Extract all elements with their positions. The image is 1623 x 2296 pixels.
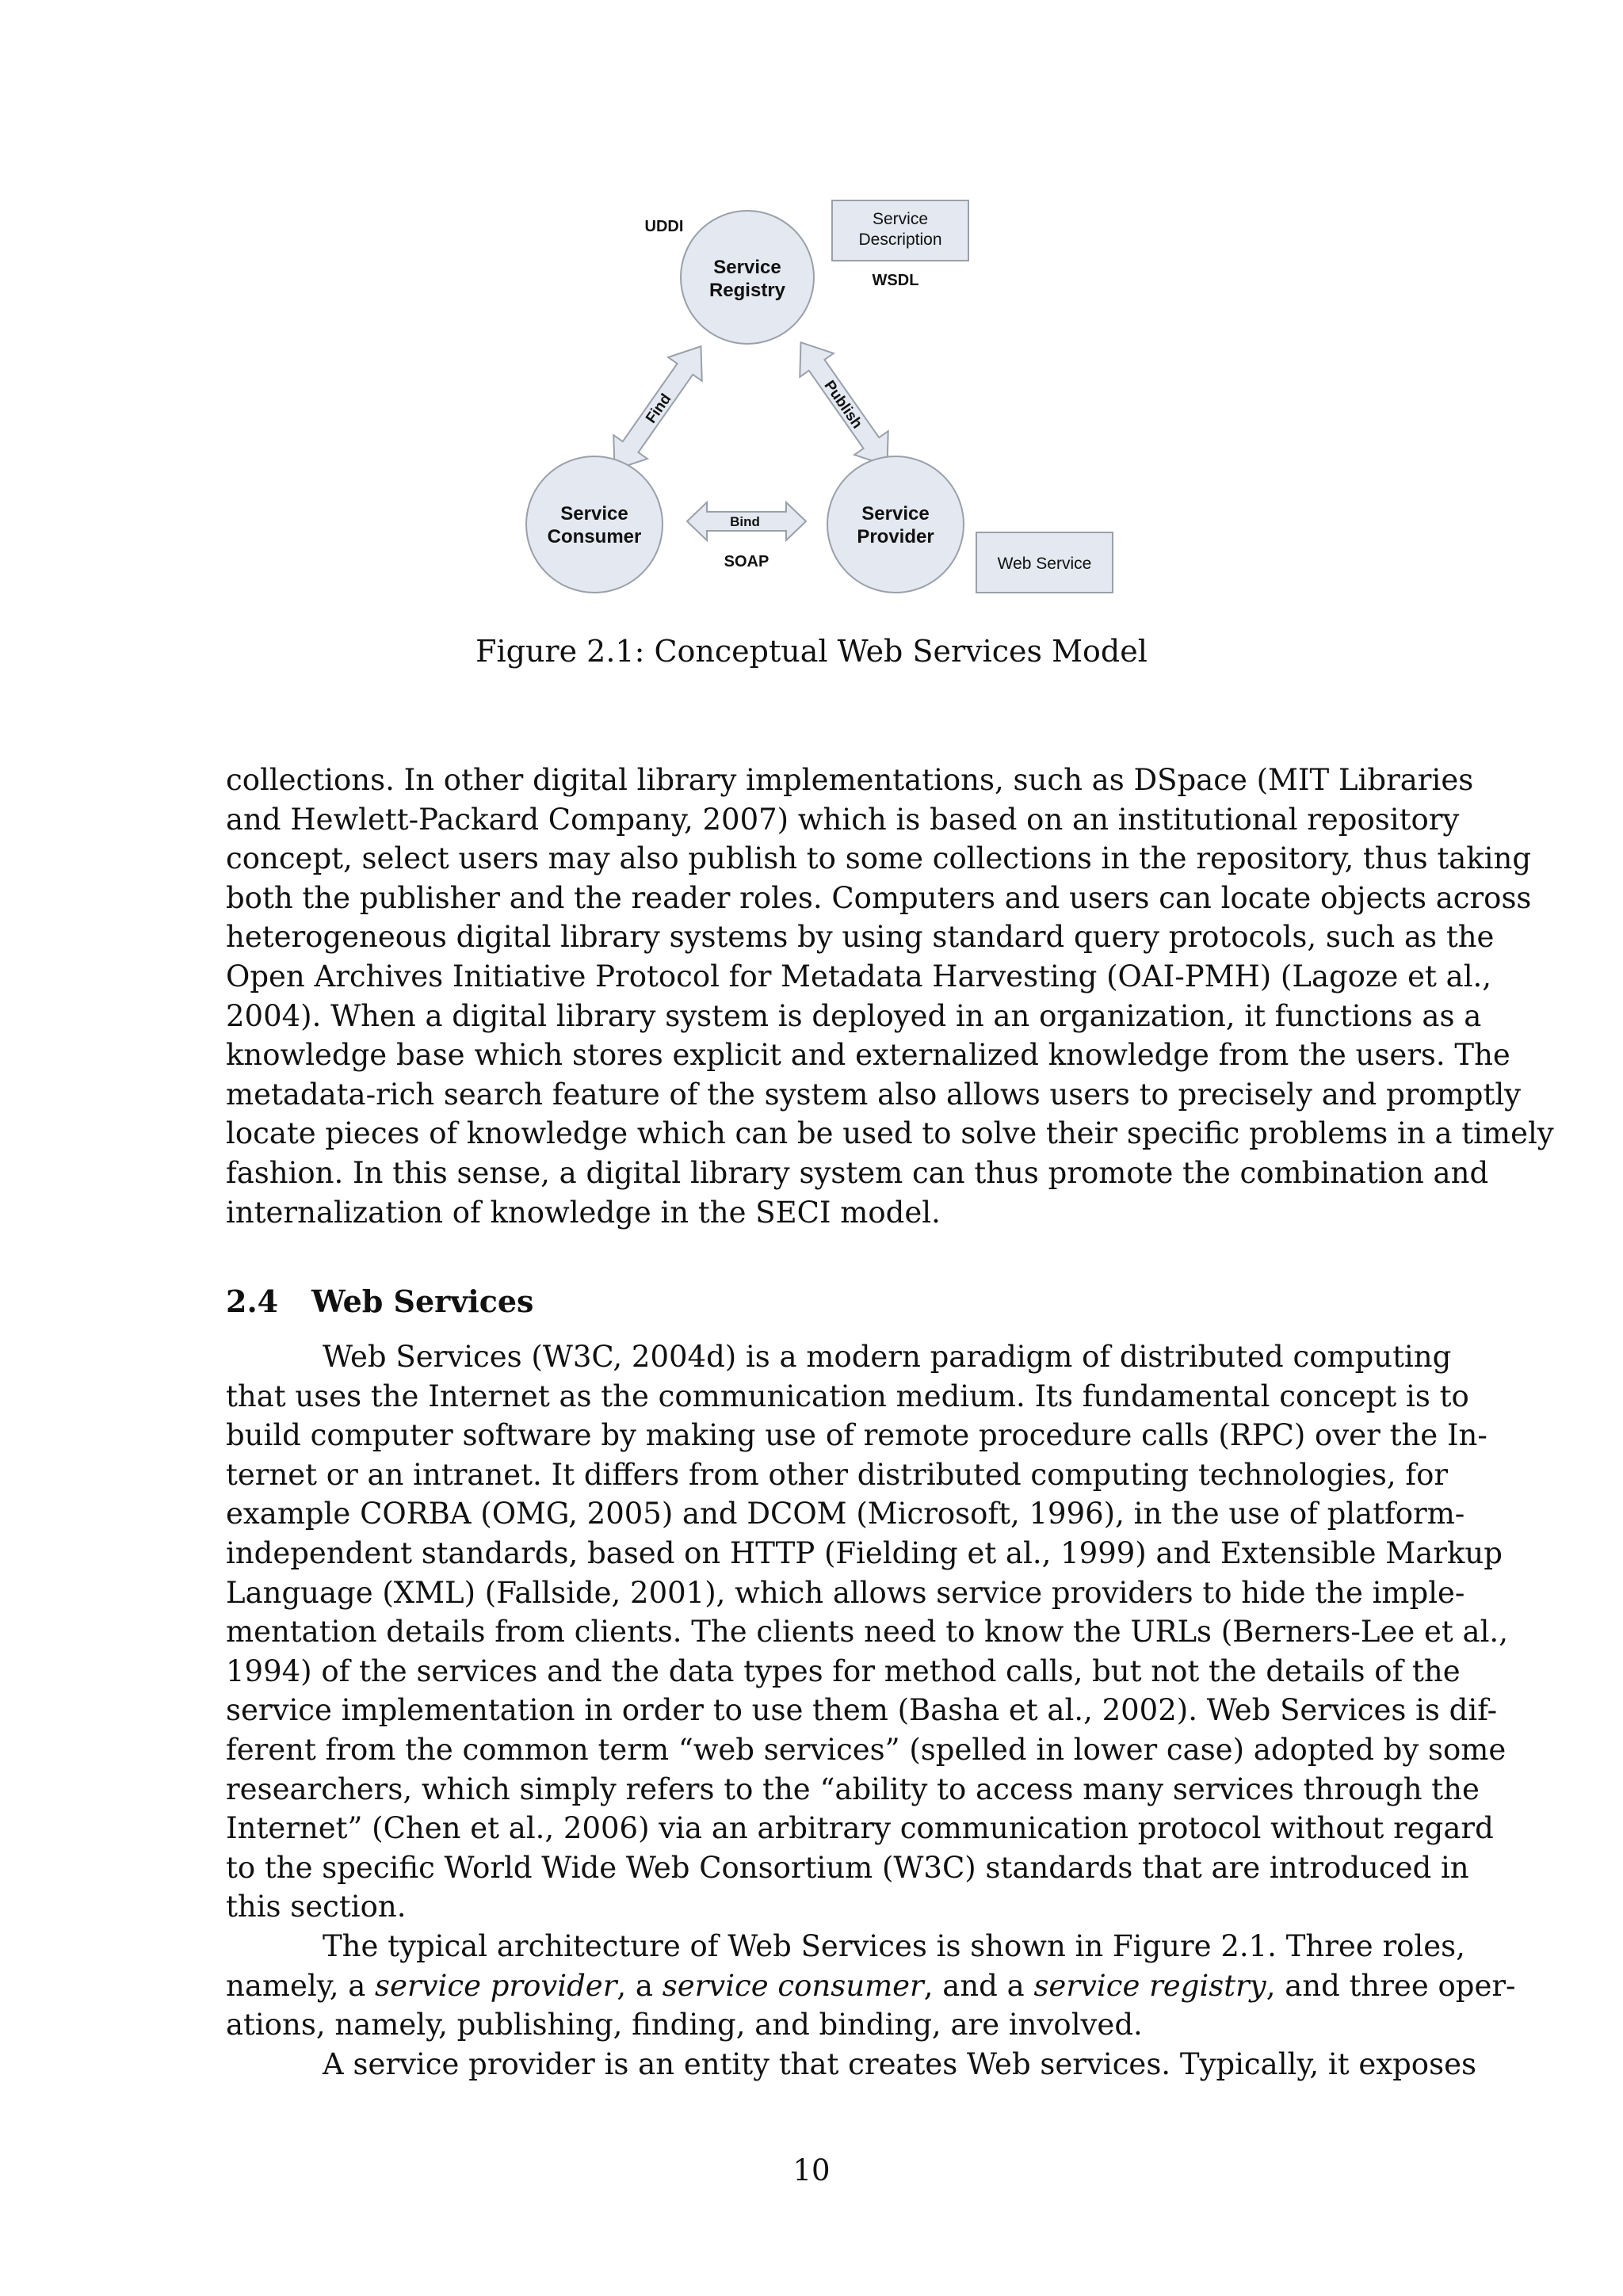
service-description-line2: Description <box>858 231 942 249</box>
service-provider-line1: Service <box>861 503 930 524</box>
text-line: 2004). When a digital library system is deployed in an organization, it functions as a <box>226 998 1482 1033</box>
text-line: locate pieces of knowledge which can be used to solve their specific problems in a timely <box>226 1116 1554 1151</box>
diagram-svg <box>491 182 1157 626</box>
bind-label: Bind <box>730 514 760 529</box>
text-line: to the specific World Wide Web Consortium (W3C) standards that are introduced in <box>226 1850 1469 1885</box>
text-line <box>226 1966 1516 2006</box>
text-line: internalization of knowledge in the SECI model. <box>226 1195 941 1230</box>
text-line: service implementation in order to use them (Basha et al., 2002). Web Services is dif- <box>226 1693 1498 1728</box>
paragraph-2 <box>226 1337 1508 1927</box>
paragraph-3 <box>226 1927 1516 2045</box>
text-line: heterogeneous digital library systems by using standard query protocols, such as the <box>226 920 1495 955</box>
text-line: A service provider is an entity that creates Web services. Typically, it exposes <box>323 2047 1476 2081</box>
text-line: this section. <box>226 1890 407 1924</box>
text-line: ferent from the common term “web services” (spelled in lower case) adopted by some <box>226 1732 1507 1767</box>
text-line: 1994) of the services and the data types for method calls, but not the details of the <box>226 1653 1461 1688</box>
web-service-label: Web Service <box>997 555 1092 573</box>
text-line: researchers, which simply refers to the “ability to access many services through the <box>226 1772 1480 1806</box>
publish-label: Publish <box>820 377 866 432</box>
figure-caption: Figure 2.1: Conceptual Web Services Model <box>475 634 1148 669</box>
paragraph-1 <box>226 761 1554 1232</box>
term-service-registry: service registry <box>1033 1968 1266 2003</box>
text-line: metadata-rich search feature of the system also allows users to precisely and promptly <box>226 1077 1522 1112</box>
paragraph-4 <box>226 2045 1476 2084</box>
text-line: example CORBA (OMG, 2005) and DCOM (Microsoft, 1996), in the use of platform- <box>226 1497 1465 1531</box>
text-line: mentation details from clients. The clients need to know the URLs (Berners-Lee et al., <box>226 1615 1508 1650</box>
term-service-provider: service provider <box>375 1968 617 2003</box>
text-line: collections. In other digital library implementations, such as DSpace (MIT Libraries <box>226 763 1474 797</box>
wsdl-label: WSDL <box>872 272 919 289</box>
text-line: Web Services (W3C, 2004d) is a modern paradigm of distributed computing <box>323 1340 1452 1374</box>
service-registry-line2: Registry <box>708 280 786 301</box>
text-fragment: , a <box>617 1968 663 2003</box>
text-line: Open Archives Initiative Protocol for Metadata Harvesting (OAI-PMH) (Lagoze et al., <box>226 959 1492 994</box>
section-heading <box>226 1283 533 1319</box>
service-provider-line2: Provider <box>857 526 934 547</box>
text-line: both the publisher and the reader roles. Computers and users can locate objects across <box>226 880 1532 915</box>
text-line: Language (XML) (Fallside, 2001), which allows service providers to hide the imple- <box>226 1575 1465 1610</box>
text-fragment: , and three oper- <box>1266 1968 1516 2003</box>
text-line: knowledge base which stores explicit and externalized knowledge from the users. The <box>226 1038 1510 1073</box>
publish-arrow <box>784 330 904 477</box>
uddi-label: UDDI <box>644 218 684 235</box>
section-number: 2.4 <box>226 1283 279 1319</box>
find-label: Find <box>643 391 675 427</box>
bind-arrow <box>687 502 806 540</box>
text-fragment: namely, a <box>226 1968 376 2003</box>
service-provider-node <box>827 456 964 593</box>
service-consumer-line2: Consumer <box>547 526 642 547</box>
text-line: The typical architecture of Web Services is shown in Figure 2.1. Three roles, <box>323 1929 1465 1963</box>
text-line: build computer software by making use of remote procedure calls (RPC) over the In- <box>226 1418 1487 1453</box>
text-line: ternet or an intranet. It differs from other distributed computing technologies, for <box>226 1457 1449 1492</box>
section-title: Web Services <box>311 1283 534 1319</box>
service-consumer-line1: Service <box>560 503 628 524</box>
service-consumer-node <box>526 456 663 593</box>
text-line: ations, namely, publishing, finding, and binding, are involved. <box>226 2008 1143 2042</box>
text-line: concept, select users may also publish to some collections in the repository, thus taking <box>226 841 1532 876</box>
text-line: that uses the Internet as the communication medium. Its fundamental concept is to <box>226 1379 1469 1413</box>
service-registry-line1: Service <box>713 257 781 278</box>
text-line: fashion. In this sense, a digital library system can thus promote the combination and <box>226 1155 1489 1190</box>
text-fragment: , and a <box>923 1968 1034 2003</box>
text-line: independent standards, based on HTTP (Fielding et al., 1999) and Extensible Markup <box>226 1535 1503 1570</box>
soap-label: SOAP <box>724 553 769 570</box>
text-line: Internet” (Chen et al., 2006) via an arbitrary communication protocol without regard <box>226 1811 1494 1846</box>
page-number: 10 <box>792 2153 831 2187</box>
service-description-line1: Service <box>872 210 929 228</box>
figure-web-services-model <box>491 182 1157 626</box>
text-line: and Hewlett-Packard Company, 2007) which is based on an institutional repository <box>226 802 1460 837</box>
term-service-consumer: service consumer <box>662 1968 924 2003</box>
